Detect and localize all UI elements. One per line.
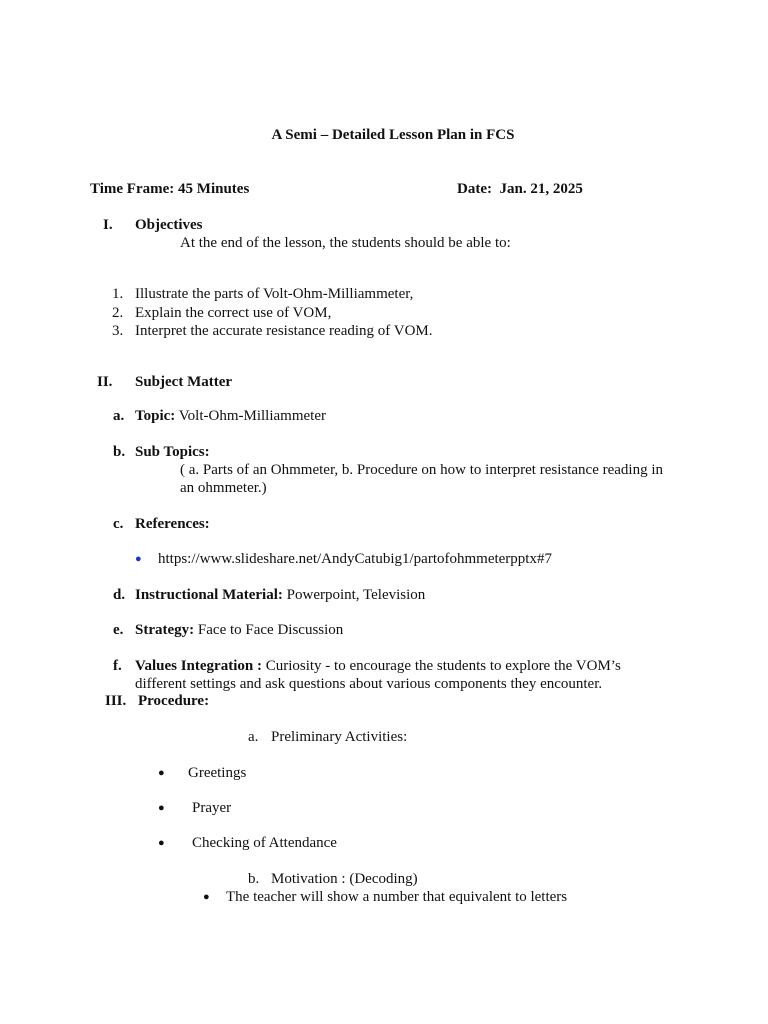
preliminary-item: Checking of Attendance [192,835,337,851]
strategy-value: Face to Face Discussion [197,622,344,638]
objective-number: 3. [112,323,124,339]
strategy [135,621,343,639]
bullet-icon: ● [203,891,210,903]
sub-topics-line-1: ( a. Parts of an Ohmmeter, b. Procedure on how to interpret resistance reading in [180,462,663,478]
sub-topics-line-2: an ohmmeter.) [180,480,267,496]
preliminary-item: Greetings [188,765,247,781]
section-heading-procedure: Procedure: [138,693,210,709]
objective-item: Interpret the accurate resistance reading of VOM. [135,323,433,339]
motivation-item: The teacher will show a number that equivalent to letters [226,889,568,905]
topic-letter: a. [113,408,125,424]
topic-label: Topic: [135,408,176,424]
date-label: Date: [457,181,492,197]
bullet-icon: ● [158,802,165,814]
instructional-material [135,586,425,604]
references-letter: c. [113,516,124,532]
section-numeral-procedure: III. [105,693,127,709]
motivation-label: Motivation : (Decoding) [271,871,418,887]
topic-value: Volt-Ohm-Milliammeter [178,408,326,424]
time-frame-label: Time Frame: [90,181,175,197]
strategy-letter: e. [113,622,124,638]
section-heading-subject-matter: Subject Matter [135,374,233,390]
bullet-icon: ● [135,553,142,565]
time-frame [90,180,249,198]
date-value: Jan. 21, 2025 [499,181,583,197]
values-integration [135,657,621,675]
bullet-icon: ● [158,767,165,779]
references-label: References: [135,516,210,532]
instructional-material-letter: d. [113,587,126,603]
section-heading-objectives: Objectives [135,217,203,233]
objective-item: Illustrate the parts of Volt-Ohm-Milliammeter, [135,286,414,302]
values-integration-label: Values Integration : [135,658,262,674]
sub-topics-letter: b. [113,444,126,460]
values-integration-line-2: different settings and ask questions about various components they encounter. [135,676,603,692]
preliminary-letter: a. [248,729,259,745]
instructional-material-value: Powerpoint, Television [286,587,426,603]
reference-link[interactable]: https://www.slideshare.net/AndyCatubig1/partofohmmeterpptx#7 [158,551,552,567]
section-numeral-objectives: I. [103,217,113,233]
objective-number: 1. [112,286,124,302]
objectives-intro: At the end of the lesson, the students should be able to: [180,235,511,251]
sub-topics-label: Sub Topics: [135,444,210,460]
objective-item: Explain the correct use of VOM, [135,305,332,321]
motivation-letter: b. [248,871,260,887]
preliminary-item: Prayer [192,800,232,816]
values-integration-line-1: Curiosity - to encourage the students to explore the VOM’s [265,658,621,674]
instructional-material-label: Instructional Material: [135,587,283,603]
strategy-label: Strategy: [135,622,195,638]
section-numeral-subject-matter: II. [97,374,113,390]
time-frame-value: 45 Minutes [178,181,250,197]
objective-number: 2. [112,305,124,321]
bullet-icon: ● [158,837,165,849]
date [457,180,583,198]
values-integration-letter: f. [113,658,122,674]
topic [135,407,326,425]
document-title: A Semi – Detailed Lesson Plan in FCS [271,127,515,143]
preliminary-label: Preliminary Activities: [271,729,408,745]
